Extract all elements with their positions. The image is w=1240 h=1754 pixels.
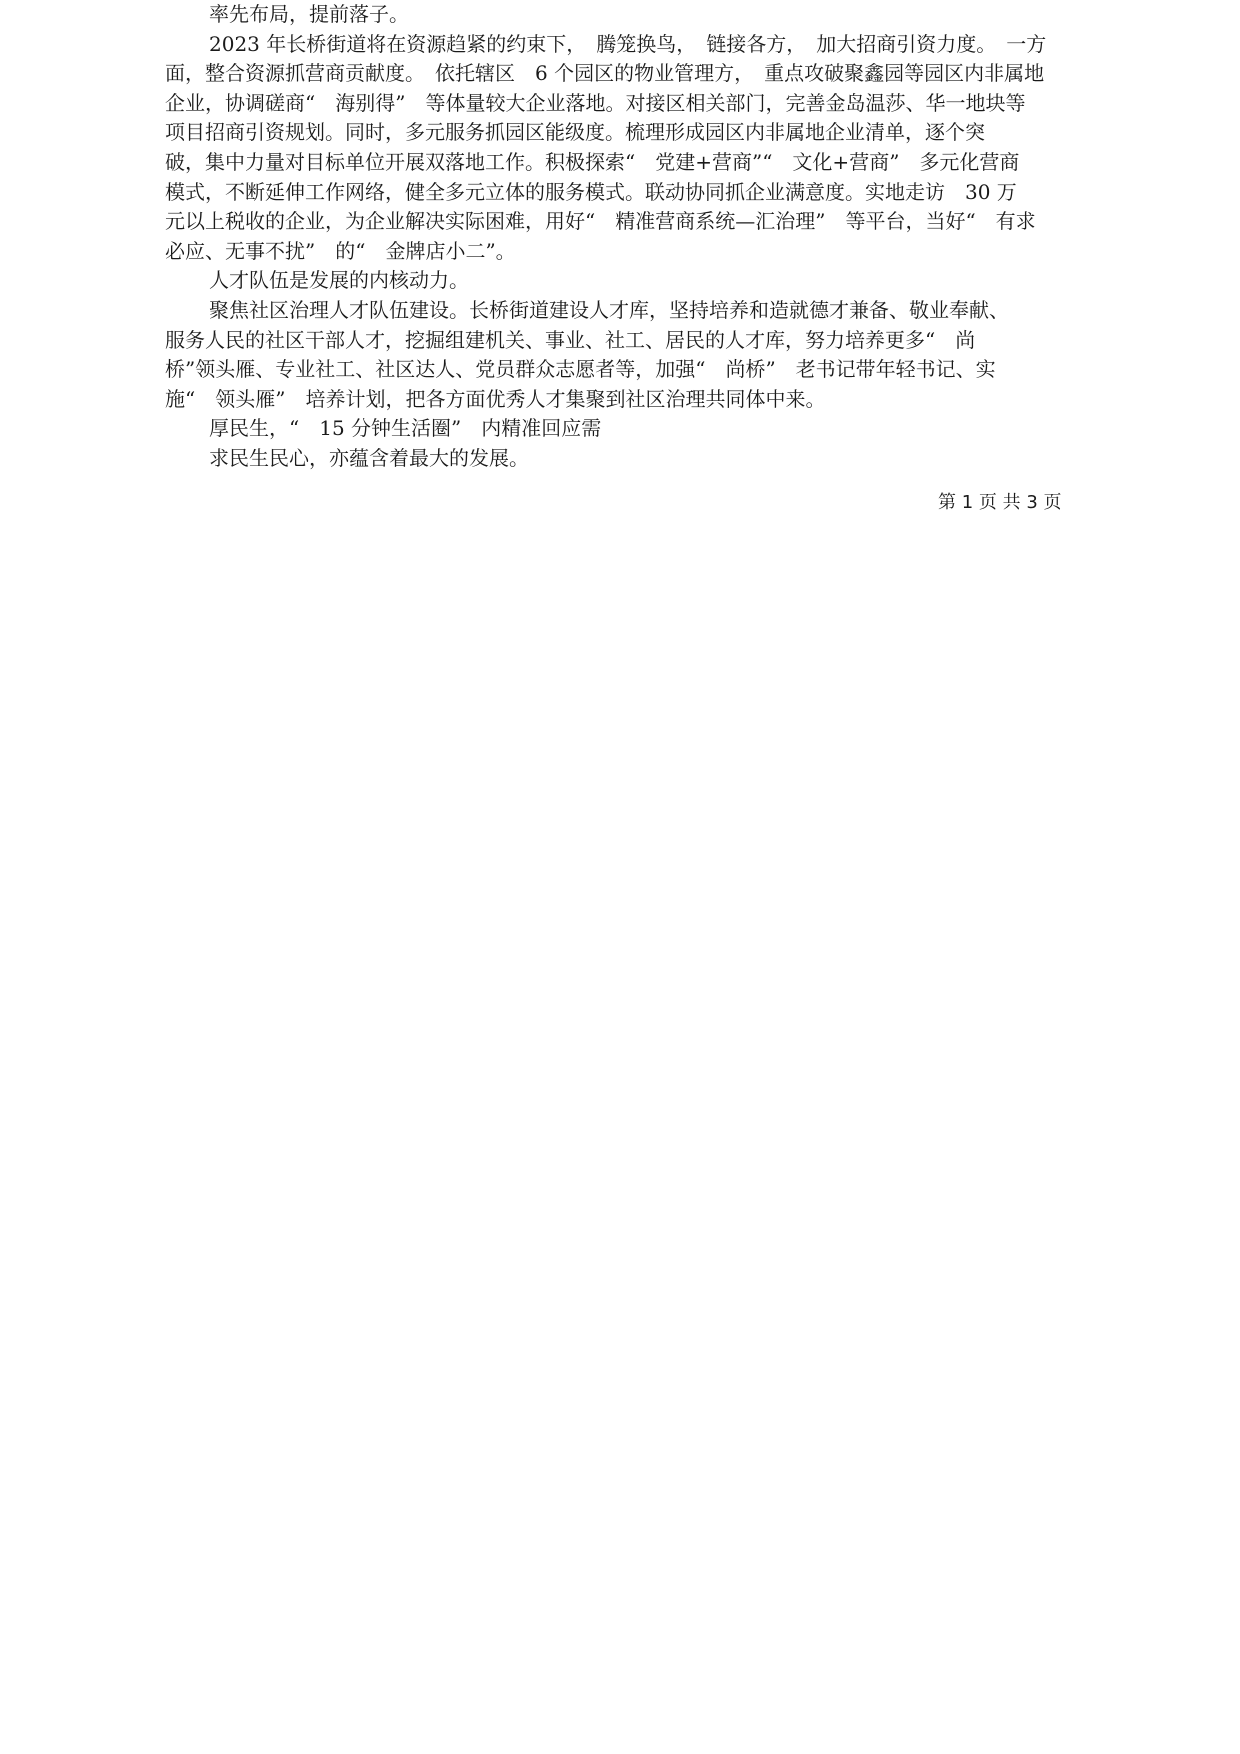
text-line: 桥”领头雁、专业社工、社区达人、党员群众志愿者等，加强“ 尚桥” 老书记带年轻书记、实 [165,357,996,382]
text-line: 必应、无事不扰” 的“ 金牌店小二”。 [165,238,516,263]
text-line: 破，集中力量对目标单位开展双落地工作。积极探索“ 党建+营商”“ 文化+营商” 多元化营商 [165,149,1020,174]
document-body [165,0,1095,474]
text-line: 企业，协调磋商“ 海别得” 等体量较大企业落地。对接区相关部门，完善金岛温莎、华一地块等 [165,90,1026,115]
text-line: 项目招商引资规划。同时，多元服务抓园区能级度。梳理形成园区内非属地企业清单，逐个突 [165,120,985,145]
text-line: 面，整合资源抓营商贡献度。 依托辖区 6 个园区的物业管理方， 重点攻破聚鑫园等园区内非属地 [165,61,1045,86]
text-line: 2023 年长桥街道将在资源趋紧的约束下， 腾笼换鸟， 链接各方， 加大招商引资力度。 一方 [209,31,1047,56]
text-line: 厚民生，“ 15 分钟生活圈” 内精准回应需 [209,416,602,441]
text-line: 聚焦社区治理人才队伍建设。长桥街道建设人才库，坚持培养和造就德才兼备、敬业奉献、 [209,297,1009,322]
page-number: 第 1 页 共 3 页 [938,492,1062,513]
text-line: 施“ 领头雁” 培养计划，把各方面优秀人才集聚到社区治理共同体中来。 [165,386,826,411]
text-line: 服务人民的社区干部人才，挖掘组建机关、事业、社工、居民的人才库，努力培养更多“ 尚 [165,327,976,352]
text-line: 人才队伍是发展的内核动力。 [209,268,469,293]
text-line: 率先布局，提前落子。 [209,2,409,26]
text-line: 元以上税收的企业，为企业解决实际困难，用好“ 精准营商系统—汇治理” 等平台，当好“ 有求 [165,209,1036,234]
text-line: 模式，不断延伸工作网络，健全多元立体的服务模式。联动协同抓企业满意度。实地走访 30 万 [165,179,1017,204]
text-line: 求民生民心，亦蕴含着最大的发展。 [209,445,529,470]
